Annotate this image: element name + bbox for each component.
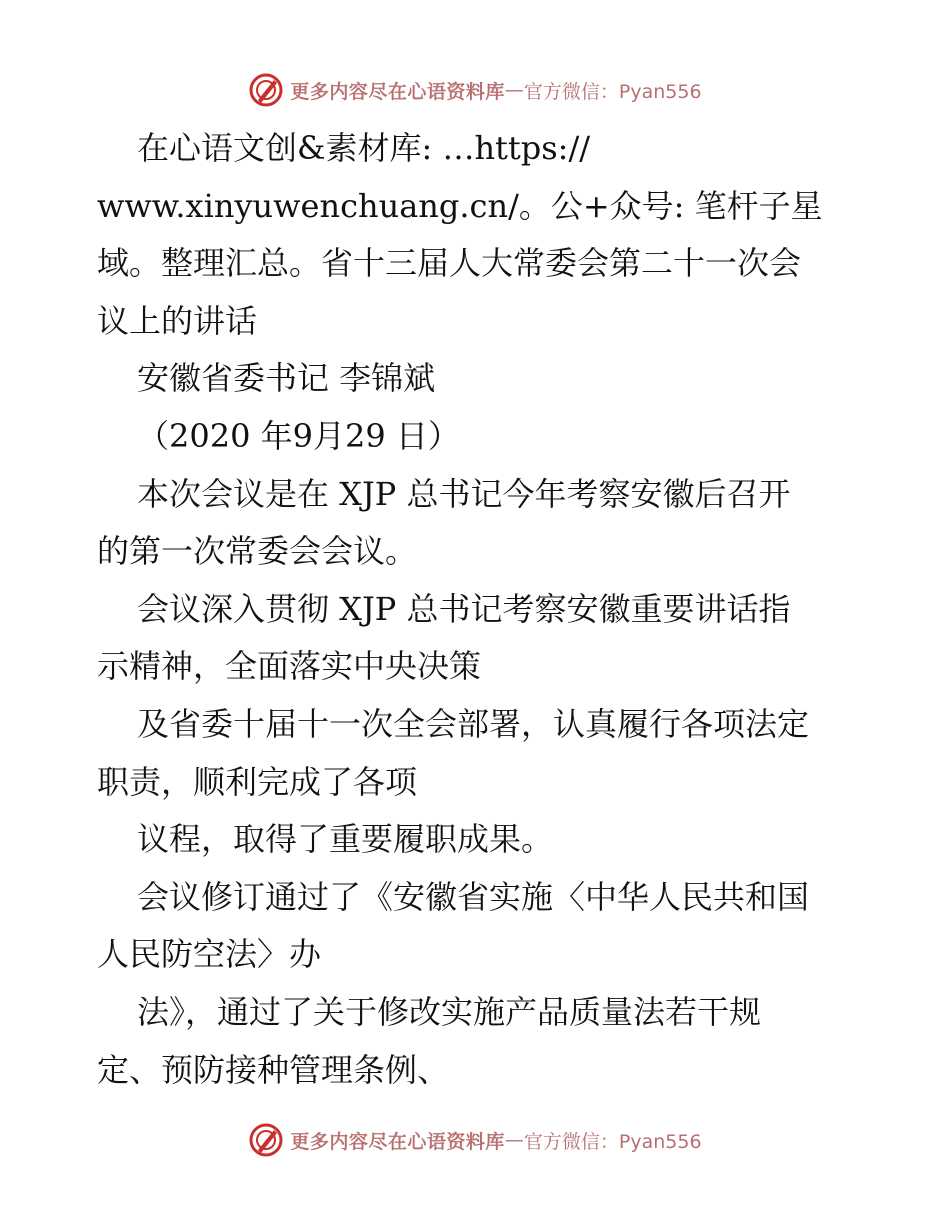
text-line: 会议深入贯彻 XJP 总书记考察安徽重要讲话指	[137, 589, 791, 628]
watermark-text: 更多内容尽在心语资料库	[290, 1130, 505, 1153]
watermark-suffix: 官方微信：Pyan556	[523, 1130, 702, 1153]
watermark-suffix: 官方微信：Pyan556	[523, 80, 702, 103]
date-line: （2020 年9月29 日）	[137, 416, 460, 455]
text-line: 及省委十届十一次全会部署，认真履行各项法定	[137, 704, 810, 743]
watermark-separator: —	[504, 79, 524, 101]
text-line: www.xinyuwenchuang.cn/。公+众号: 笔杆子星	[97, 186, 823, 225]
author-line: 安徽省委书记 李锦斌	[137, 359, 436, 398]
text-line: 议程，取得了重要履职成果。	[137, 820, 554, 859]
text-line: 域。整理汇总。省十三届人大常委会第二十一次会	[97, 244, 802, 283]
text-line: 在心语文创&素材库: …https://	[137, 129, 591, 167]
text-line: 本次会议是在 XJP 总书记今年考察安徽后召开	[137, 474, 791, 513]
text-line: 示精神，全面落实中央决策	[97, 647, 482, 686]
document-body	[97, 120, 857, 1099]
pen-circle-logo-icon	[248, 1122, 284, 1158]
header-watermark	[0, 68, 950, 112]
text-line: 议上的讲话	[97, 301, 258, 340]
watermark-separator: —	[504, 1129, 524, 1151]
text-line: 会议修订通过了《安徽省实施〈中华人民共和国	[137, 877, 810, 916]
text-line: 法》，通过了关于修改实施产品质量法若干规	[137, 992, 762, 1031]
text-line: 人民防空法〉办	[97, 935, 322, 974]
text-line: 定、预防接种管理条例、	[97, 1050, 450, 1089]
pen-circle-logo-icon	[248, 72, 284, 108]
footer-watermark	[0, 1118, 950, 1162]
watermark-text: 更多内容尽在心语资料库	[290, 80, 505, 103]
text-line: 职责，顺利完成了各项	[97, 762, 418, 801]
text-line: 的第一次常委会会议。	[97, 532, 418, 571]
